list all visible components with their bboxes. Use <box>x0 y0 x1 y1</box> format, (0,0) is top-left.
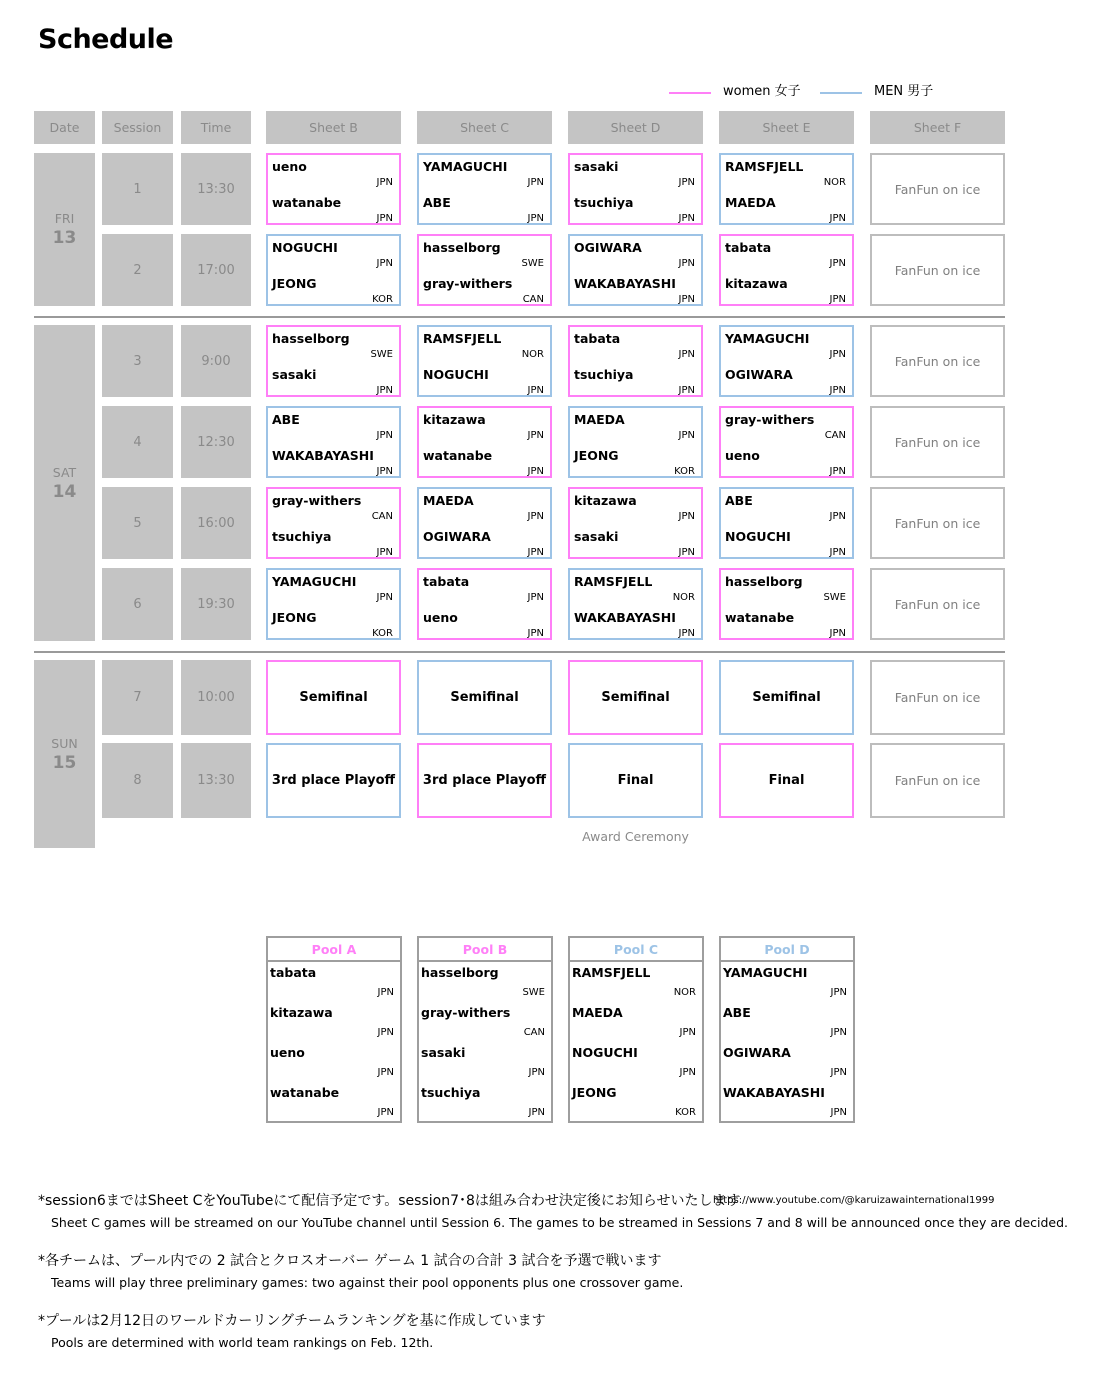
team-2-name: WAKABAYASHI <box>272 448 374 463</box>
page-title: Schedule <box>38 24 174 55</box>
header-sheet-b: Sheet B <box>266 111 401 144</box>
date-cell <box>34 325 95 641</box>
match-card[interactable]: Final <box>568 743 703 818</box>
note-3-en: Pools are determined with world team rankings on Feb. 12th. <box>51 1335 434 1350</box>
pool-team-name: WAKABAYASHI <box>723 1085 825 1100</box>
team-1-country: SWE <box>823 592 846 603</box>
match-card[interactable] <box>417 234 552 306</box>
match-card[interactable] <box>568 487 703 559</box>
team-1-name: ueno <box>272 159 307 174</box>
header-sheet-f: Sheet F <box>870 111 1005 144</box>
pool-team-country: JPN <box>377 987 394 998</box>
pool-team-country: SWE <box>522 987 545 998</box>
team-1-country: JPN <box>527 177 544 188</box>
match-card[interactable] <box>719 234 854 306</box>
pool-team-country: JPN <box>830 1067 847 1078</box>
team-1-country: JPN <box>829 258 846 269</box>
pool-team-name: MAEDA <box>572 1005 623 1020</box>
team-2-country: JPN <box>527 628 544 639</box>
team-2-name: tsuchiya <box>574 367 634 382</box>
team-2-country: JPN <box>527 547 544 558</box>
session-time: 12:30 <box>181 406 251 478</box>
session-time: 13:30 <box>181 743 251 818</box>
match-card[interactable] <box>719 568 854 640</box>
team-1-country: JPN <box>376 258 393 269</box>
team-2-name: JEONG <box>574 448 619 463</box>
team-1-name: ABE <box>725 493 753 508</box>
header-sheet-c: Sheet C <box>417 111 552 144</box>
pool-team-country: CAN <box>523 1027 545 1038</box>
team-2-name: ueno <box>725 448 760 463</box>
team-2-country: JPN <box>829 385 846 396</box>
pool-team-name: ABE <box>723 1005 751 1020</box>
session-time: 13:30 <box>181 153 251 225</box>
match-card[interactable] <box>568 153 703 225</box>
team-2-country: JPN <box>376 466 393 477</box>
pool-table <box>719 936 855 1123</box>
match-card[interactable] <box>266 406 401 478</box>
match-card[interactable]: Semifinal <box>719 660 854 735</box>
pool-table <box>266 936 402 1123</box>
date-number: 15 <box>52 752 77 773</box>
team-1-country: JPN <box>527 430 544 441</box>
pool-team-name: gray-withers <box>421 1005 511 1020</box>
sheet-f-fanfun: FanFun on ice <box>870 234 1005 306</box>
pool-team-name: tsuchiya <box>421 1085 481 1100</box>
team-1-name: NOGUCHI <box>272 240 338 255</box>
pool-team-country: JPN <box>377 1067 394 1078</box>
match-card[interactable] <box>417 325 552 397</box>
pool-header: Pool B <box>419 938 551 962</box>
team-1-country: JPN <box>678 258 695 269</box>
team-1-name: MAEDA <box>574 412 625 427</box>
team-2-name: watanabe <box>272 195 342 210</box>
team-2-name: WAKABAYASHI <box>574 276 676 291</box>
sheet-f-fanfun: FanFun on ice <box>870 568 1005 640</box>
sheet-f-fanfun: FanFun on ice <box>870 743 1005 818</box>
session-number: 2 <box>102 234 173 306</box>
team-1-name: RAMSFJELL <box>725 159 804 174</box>
session-number: 6 <box>102 568 173 640</box>
match-card[interactable] <box>568 325 703 397</box>
team-2-name: sasaki <box>574 529 619 544</box>
pool-team-country: JPN <box>528 1067 545 1078</box>
pool-header: Pool C <box>570 938 702 962</box>
note-2-en: Teams will play three preliminary games: two against their pool opponents plus one crossover game. <box>51 1275 684 1290</box>
team-1-country: JPN <box>376 592 393 603</box>
note-1-ja: *session6まではSheet CをYouTubeにて配信予定です。session7･8は組み合わせ決定後にお知らせいたします <box>38 1193 741 1209</box>
team-1-name: ABE <box>272 412 300 427</box>
team-1-name: RAMSFJELL <box>574 574 653 589</box>
pool-team-name: kitazawa <box>270 1005 333 1020</box>
sheet-f-fanfun: FanFun on ice <box>870 153 1005 225</box>
day-separator <box>34 316 1005 318</box>
pool-team-name: JEONG <box>572 1085 617 1100</box>
match-card[interactable] <box>266 153 401 225</box>
header-time: Time <box>181 111 251 144</box>
pool-team-country: JPN <box>679 1027 696 1038</box>
note-1-en: Sheet C games will be streamed on our YouTube channel until Session 6. The games to be streamed in Sessions 7 and 8 will be announced once they are decided. <box>51 1215 1069 1230</box>
match-card[interactable]: 3rd place Playoff <box>266 743 401 818</box>
team-2-country: JPN <box>376 547 393 558</box>
team-2-country: KOR <box>674 466 695 477</box>
team-2-name: watanabe <box>423 448 493 463</box>
team-2-country: JPN <box>678 294 695 305</box>
team-2-name: tsuchiya <box>574 195 634 210</box>
pool-team-country: JPN <box>830 1107 847 1118</box>
team-2-country: JPN <box>829 628 846 639</box>
sheet-f-fanfun: FanFun on ice <box>870 325 1005 397</box>
team-1-country: JPN <box>829 511 846 522</box>
team-2-country: JPN <box>829 547 846 558</box>
session-number: 5 <box>102 487 173 559</box>
sheet-f-fanfun: FanFun on ice <box>870 487 1005 559</box>
team-2-country: JPN <box>678 213 695 224</box>
team-2-country: KOR <box>372 628 393 639</box>
team-2-name: NOGUCHI <box>423 367 489 382</box>
team-2-name: JEONG <box>272 276 317 291</box>
team-1-country: JPN <box>527 592 544 603</box>
match-card[interactable] <box>719 487 854 559</box>
team-1-country: NOR <box>521 349 544 360</box>
team-1-country: SWE <box>521 258 544 269</box>
team-1-name: RAMSFJELL <box>423 331 502 346</box>
pool-team-name: OGIWARA <box>723 1045 791 1060</box>
session-number: 7 <box>102 660 173 735</box>
team-1-name: gray-withers <box>272 493 362 508</box>
session-time: 17:00 <box>181 234 251 306</box>
team-2-country: KOR <box>372 294 393 305</box>
session-time: 19:30 <box>181 568 251 640</box>
pool-team-country: JPN <box>830 987 847 998</box>
note-1-url: https://www.youtube.com/@karuizawainternational1999 <box>713 1195 995 1206</box>
match-card[interactable] <box>417 487 552 559</box>
team-1-country: JPN <box>376 177 393 188</box>
session-time: 16:00 <box>181 487 251 559</box>
date-cell <box>34 153 95 306</box>
team-1-country: JPN <box>678 511 695 522</box>
match-card[interactable]: Final <box>719 743 854 818</box>
match-card[interactable] <box>719 325 854 397</box>
match-card[interactable] <box>417 406 552 478</box>
match-card[interactable] <box>719 153 854 225</box>
note-2-ja: *各チームは、プール内での 2 試合とクロスオーバー ゲーム 1 試合の合計 3 試合を予選で戦います <box>38 1253 662 1269</box>
session-number: 3 <box>102 325 173 397</box>
team-1-name: MAEDA <box>423 493 474 508</box>
team-1-name: YAMAGUCHI <box>272 574 357 589</box>
pool-team-country: JPN <box>830 1027 847 1038</box>
match-card[interactable]: Semifinal <box>417 660 552 735</box>
pool-team-name: tabata <box>270 965 317 980</box>
date-weekday: FRI <box>54 211 75 226</box>
team-2-name: MAEDA <box>725 195 776 210</box>
session-time: 9:00 <box>181 325 251 397</box>
match-card[interactable] <box>568 406 703 478</box>
pool-team-country: JPN <box>679 1067 696 1078</box>
legend-women-label: women 女子 <box>723 84 801 99</box>
team-2-name: OGIWARA <box>423 529 491 544</box>
match-card[interactable] <box>568 234 703 306</box>
date-number: 13 <box>52 228 77 248</box>
team-1-name: kitazawa <box>574 493 637 508</box>
team-1-name: hasselborg <box>272 331 350 346</box>
team-2-name: kitazawa <box>725 276 788 291</box>
date-number: 14 <box>52 481 77 502</box>
pool-team-country: NOR <box>673 987 696 998</box>
team-2-name: tsuchiya <box>272 529 332 544</box>
header-session: Session <box>102 111 173 144</box>
team-1-country: JPN <box>829 349 846 360</box>
team-2-country: JPN <box>678 547 695 558</box>
match-card[interactable]: 3rd place Playoff <box>417 743 552 818</box>
match-card[interactable]: Semifinal <box>266 660 401 735</box>
session-number: 8 <box>102 743 173 818</box>
pool-table <box>417 936 553 1123</box>
team-1-country: JPN <box>527 511 544 522</box>
match-card[interactable] <box>719 406 854 478</box>
team-2-country: JPN <box>829 213 846 224</box>
team-2-name: WAKABAYASHI <box>574 610 676 625</box>
match-card[interactable] <box>568 568 703 640</box>
team-1-name: gray-withers <box>725 412 815 427</box>
team-2-country: JPN <box>829 294 846 305</box>
team-1-country: NOR <box>672 592 695 603</box>
match-card[interactable] <box>266 234 401 306</box>
team-2-name: OGIWARA <box>725 367 793 382</box>
header-sheet-d: Sheet D <box>568 111 703 144</box>
pool-team-name: sasaki <box>421 1045 466 1060</box>
pool-team-name: YAMAGUCHI <box>723 965 808 980</box>
legend-women-swatch <box>669 92 711 94</box>
team-2-country: JPN <box>376 213 393 224</box>
team-2-country: JPN <box>376 385 393 396</box>
team-1-name: kitazawa <box>423 412 486 427</box>
pool-team-name: NOGUCHI <box>572 1045 638 1060</box>
pool-table <box>568 936 704 1123</box>
team-2-name: ABE <box>423 195 451 210</box>
team-2-name: watanabe <box>725 610 795 625</box>
date-weekday: SUN <box>51 735 78 751</box>
team-1-country: SWE <box>370 349 393 360</box>
team-1-name: sasaki <box>574 159 619 174</box>
team-1-country: JPN <box>376 430 393 441</box>
note-3-ja: *プールは2月12日のワールドカーリングチームランキングを基に作成しています <box>38 1313 546 1329</box>
team-1-country: JPN <box>678 430 695 441</box>
team-1-country: JPN <box>678 349 695 360</box>
team-1-name: tabata <box>725 240 772 255</box>
pool-team-name: ueno <box>270 1045 305 1060</box>
team-1-country: JPN <box>678 177 695 188</box>
team-2-country: JPN <box>678 628 695 639</box>
header-sheet-e: Sheet E <box>719 111 854 144</box>
pool-header: Pool D <box>721 938 853 962</box>
team-2-name: sasaki <box>272 367 317 382</box>
pool-team-name: watanabe <box>270 1085 340 1100</box>
pool-team-country: KOR <box>675 1107 696 1118</box>
team-1-name: YAMAGUCHI <box>423 159 508 174</box>
team-1-name: YAMAGUCHI <box>725 331 810 346</box>
header-date: Date <box>34 111 95 144</box>
team-2-country: JPN <box>527 213 544 224</box>
pool-header: Pool A <box>268 938 400 962</box>
session-number: 1 <box>102 153 173 225</box>
pool-team-country: JPN <box>377 1107 394 1118</box>
legend-men-swatch <box>820 92 862 94</box>
legend-men-label: MEN 男子 <box>874 84 934 99</box>
pool-team-name: hasselborg <box>421 965 499 980</box>
team-2-country: JPN <box>527 466 544 477</box>
match-card[interactable] <box>266 568 401 640</box>
pool-team-name: RAMSFJELL <box>572 965 651 980</box>
match-card[interactable]: Semifinal <box>568 660 703 735</box>
team-1-name: hasselborg <box>725 574 803 589</box>
day-separator <box>34 651 1005 653</box>
team-1-country: NOR <box>823 177 846 188</box>
match-card[interactable] <box>417 153 552 225</box>
pool-team-country: JPN <box>377 1027 394 1038</box>
pool-team-country: JPN <box>528 1107 545 1118</box>
date-cell <box>34 660 95 848</box>
match-card[interactable] <box>266 487 401 559</box>
award-ceremony-label: Award Ceremony <box>582 829 689 844</box>
session-time: 10:00 <box>181 660 251 735</box>
team-1-name: tabata <box>423 574 470 589</box>
date-weekday: SAT <box>52 464 77 480</box>
team-2-name: gray-withers <box>423 276 513 291</box>
team-2-country: JPN <box>527 385 544 396</box>
team-1-country: CAN <box>824 430 846 441</box>
team-1-name: tabata <box>574 331 621 346</box>
match-card[interactable] <box>417 568 552 640</box>
team-2-country: CAN <box>522 294 544 305</box>
session-number: 4 <box>102 406 173 478</box>
sheet-f-fanfun: FanFun on ice <box>870 406 1005 478</box>
team-2-name: ueno <box>423 610 458 625</box>
sheet-f-fanfun: FanFun on ice <box>870 660 1005 735</box>
team-2-country: JPN <box>678 385 695 396</box>
team-1-name: hasselborg <box>423 240 501 255</box>
team-1-country: CAN <box>371 511 393 522</box>
team-1-name: OGIWARA <box>574 240 642 255</box>
match-card[interactable] <box>266 325 401 397</box>
team-2-name: JEONG <box>272 610 317 625</box>
team-2-name: NOGUCHI <box>725 529 791 544</box>
team-2-country: JPN <box>829 466 846 477</box>
